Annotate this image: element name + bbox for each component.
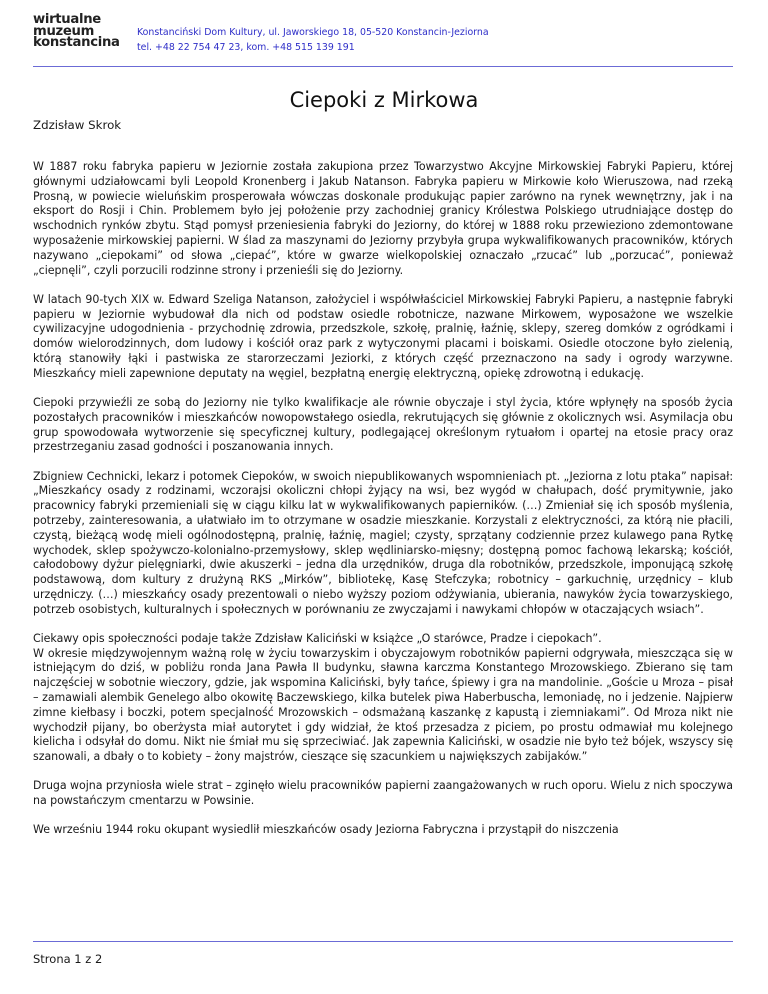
contact-info [137, 25, 489, 55]
paragraph: Druga wojna przyniosła wiele strat – zginęło wielu pracowników papierni zaangażowanych w ruch oporu. Wielu z nich spoczywa na powstańczym cmentarzu w Powsinie. [33, 779, 733, 808]
paragraph: W okresie międzywojennym ważną rolę w życiu towarzyskim i obyczajowym robotników papierni odgrywała, mieszcząca się w istniejącym do dziś, w pobliżu ronda Jana Pawła II budynku, sławna karczma Konstantego Mrozowskiego. Zbierano się tam najczęściej w sobotnie wieczory, gdzie, jak wspomina Kaliciński, były tańce, śpiewy i gra na mandolinie. „Goście u Mroza – pisał – zamawiali alembik Genelego albo okowitę Baczewskiego, kilka butelek piwa Haberbuscha, lemoniadę, no i jedzenie. Najpierw zimne kiełbasy i boczki, potem specjalność Mrozowskich – odsmażaną kaszankę z kapustą i ziemniakami”. Od Mroza nikt nie wychodził pijany, bo oberżysta miał autorytet i gdy widział, że ktoś przesadza z piciem, po prostu odmawiał mu kolejnego kielicha i odsyłał do domu. Nikt nie śmiał mu się sprzeciwiać. Jak zapewnia Kaliciński, w osadzie nie było też bójek, wszyscy się szanowali, a dbały o to kobiety – żony majstrów, cieszące się szacunkiem u największych zabijaków.” [33, 646, 733, 764]
header-divider [33, 66, 733, 67]
page-number: Strona 1 z 2 [33, 952, 103, 966]
article-author: Zdzisław Skrok [33, 118, 122, 132]
paragraph: W latach 90-tych XIX w. Edward Szeliga Natanson, założyciel i współwłaściciel Mirkowskiej Fabryki Papieru, a następnie fabryki papieru w Jeziornie wybudował dla nich od podstaw osiedle robotnicze, nazwane Mirkowem, wyposażone we wszelkie cywilizacyjne udogodnienia - przychodnię zdrowia, przedszkole, szkołę, pralnię, łaźnię, sklepy, szereg domków z ogródkami i domów wielorodzinnych, dom ludowy i kościół oraz park z wytyczonymi placami i boiskami. Osiedle otoczone było zielenią, którą stanowiły łąki i pastwiska ze starorzeczami Jeziorki, z których część przeznaczono na sady i ogrody warzywne. Mieszkańcy mieli zapewnione deputaty na węgiel, bezpłatną energię elektryczną, opiekę zdrowotną i edukację. [33, 292, 733, 380]
footer-divider [33, 941, 733, 942]
page-header [33, 14, 733, 54]
museum-logo[interactable] [33, 14, 131, 49]
paragraph: We wrześniu 1944 roku okupant wysiedlił mieszkańców osady Jeziorna Fabryczna i przystąpił do niszczenia [33, 823, 619, 837]
contact-address: Konstanciński Dom Kultury, ul. Jaworskiego 18, 05-520 Konstancin-Jeziorna [137, 27, 489, 38]
logo-line: wirtualne [33, 12, 101, 27]
paragraph: Zbigniew Cechnicki, lekarz i potomek Ciepoków, w swoich niepublikowanych wspomnieniach pt. „Jeziorna z lotu ptaka” napisał: „Mieszkańcy osady z rodzinami, wczorajsi okoliczni chłopi żyjący na wsi, bez wygód w chałupach, dość prymitywnie, jako pracownicy fabryki przemieniali się w ciągu kilku lat w wykwalifikowanych papierników. (…) Zmieniał się ich sposób myślenia, potrzeby, zainteresowania, a ułatwiało im to otrzymane w osadzie mieszkanie. Korzystali z elektryczności, za którą nie płacili, czystą, bieżącą wodę mieli ogólnodostępną, pralnię, łaźnię, magiel; czysty, sprzątany codziennie przez kulawego pana Rytkę wychodek, sklep spożywczo-kolonialno-przemysłowy, sklep wędliniarsko-mięsny; dostępną pomoc fachową lekarską; kościół, całodobowy dyżur pielęgniarki, dwie akuszerki – jedna dla urzędników, druga dla robotników, przedszkole, imponującą szkołę podstawową, dom kultury z drużyną RKS „Mirków”, bibliotekę, Kasę Stefczyka; robotnicy – garkuchnię, urzędnicy – klub urzędniczy. (…) mieszkańcy osady prezentowali o niebo wyższy poziom odżywiania, ubierania, nawyków życia towarzyskiego, potrzeb osobistych, kulturalnych i społecznych w porównaniu ze zwyczajami i nawykami chłopów w otaczających wsiach”. [33, 469, 733, 616]
contact-phone: tel. +48 22 754 47 23, kom. +48 515 139 191 [137, 42, 355, 53]
paragraph: Ciekawy opis społeczności podaje także Zdzisław Kaliciński w książce „O starówce, Pradze i ciepokach”. [33, 631, 602, 645]
article-body [33, 160, 733, 853]
paragraph: W 1887 roku fabryka papieru w Jeziornie została zakupiona przez Towarzystwo Akcyjne Mirkowskiej Fabryki Papieru, której głównymi udziałowcami byli Leopold Kronenberg i Jakub Natanson. Fabryka papieru w Mirkowie koło Wieruszowa, nad rzeką Prosną, w powiecie wieluńskim prosperowała wówczas doskonale produkując papier zarówno na rynek wewnętrzny, jak i na eksport do Rosji i Chin. Problemem było jej położenie przy zachodniej granicy Królestwa Polskiego utrudniające dostęp do wschodnich rynków zbytu. Stąd pomysł przeniesienia fabryki do Jeziorny, do której w 1888 roku przewieziono zdemontowane wyposażenie mirkowskiej papierni. W ślad za maszynami do Jeziorny przybyła grupa wykwalifikowanych pracowników, których nazywano „ciepokami” od słowa „ciepać”, które w gwarze wielkopolskiej oznaczało „rzucać” lub „porzucać”, ponieważ „ciepnęli”, czyli porzucili rodzinne strony i przenieśli się do Jeziorny. [33, 160, 733, 277]
logo-line: konstancina [33, 35, 120, 50]
article-title: Ciepoki z Mirkowa [289, 88, 479, 112]
logo-line: muzeum [33, 23, 95, 39]
paragraph: Ciepoki przywieźli ze sobą do Jeziorny nie tylko kwalifikacje ale równie obyczaje i styl życia, które wpłynęły na sposób życia pozostałych pracowników i mieszkańców nowopowstałego osiedla, rekrutujących się głównie z okolicznych wsi. Asymilacja obu grup spowodowała wytworzenie się specyficznej kultury, podlegającej określonym rytuałom i opartej na etosie pracy oraz przestrzeganiu zasad godności i poszanowania innych. [33, 395, 733, 454]
